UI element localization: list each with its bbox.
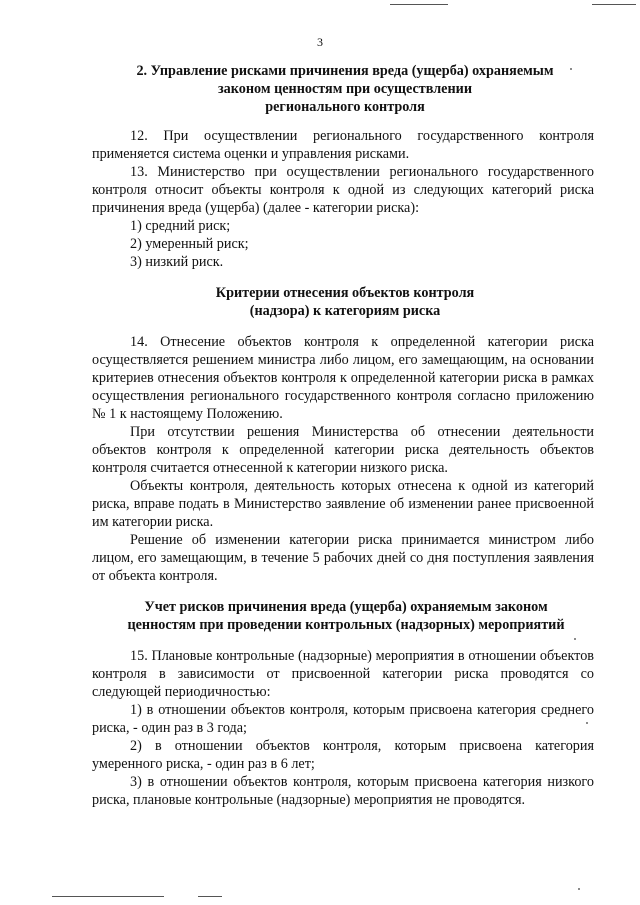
list-item: 2) умеренный риск;: [130, 236, 249, 252]
heading-line: ценностям при проведении контрольных (надзорных) мероприятий: [127, 617, 565, 633]
heading-line: регионального контроля: [265, 99, 425, 115]
scan-speck: [574, 638, 576, 640]
scan-speck: [586, 722, 588, 724]
paragraph: 13. Министерство при осуществлении регионального государственного контроля относит объекты контроля к одной из следующих категорий риска причинения вреда (ущерба) (далее - категории риска):: [92, 164, 594, 216]
heading-line: (надзора) к категориям риска: [249, 303, 441, 319]
subsection-heading: [110, 284, 580, 320]
scan-speck: [570, 68, 572, 70]
list-item: 1) средний риск;: [130, 218, 231, 234]
list-item: 1) в отношении объектов контроля, которым присвоена категория среднего риска, - один раз в 3 года;: [92, 702, 594, 736]
paragraph: Решение об изменении категории риска принимается министром либо лицом, его замещающим, в течение 5 рабочих дней со дня поступления заявления от объекта контроля.: [92, 532, 594, 584]
subsection-body: [92, 647, 594, 809]
scan-artifact-line: [592, 4, 636, 5]
paragraph: 14. Отнесение объектов контроля к определенной категории риска осуществляется решением министра либо лицом, его замещающим, на основании критериев отнесения объектов контроля к определенной категории риска в рамках осуществления регионального государственного контроля согласно приложению № 1 к настоящему Положению.: [92, 334, 594, 422]
paragraph: Объекты контроля, деятельность которых отнесена к одной из категорий риска, вправе подать в Министерство заявление об изменении ранее присвоенной им категории риска.: [92, 478, 594, 530]
paragraph: 12. При осуществлении регионального государственного контроля применяется система оценки и управления рисками.: [92, 128, 594, 162]
heading-line: Критерии отнесения объектов контроля: [215, 285, 475, 301]
list-item: 3) в отношении объектов контроля, которым присвоена категория низкого риска, плановые контрольные (надзорные) мероприятия не проводятся.: [92, 774, 594, 808]
heading-line: 2. Управление рисками причинения вреда (ущерба) охраняемым: [136, 63, 554, 79]
scan-artifact-line: [52, 896, 164, 897]
list-item: 2) в отношении объектов контроля, которым присвоена категория умеренного риска, - один раз в 6 лет;: [92, 738, 594, 772]
scan-artifact-line: [198, 896, 222, 897]
section-body: [92, 127, 594, 271]
list-item: 3) низкий риск.: [130, 254, 224, 270]
subsection-body: [92, 333, 594, 585]
subsection-heading: [96, 598, 596, 634]
paragraph: При отсутствии решения Министерства об отнесении деятельности объектов контроля к определенной категории риска деятельность объектов контроля считается отнесенной к категории низкого риска.: [92, 424, 594, 476]
heading-line: законом ценностям при осуществлении: [217, 81, 473, 97]
scan-artifact-line: [390, 4, 448, 5]
scan-speck: [578, 888, 580, 890]
section-heading: [110, 62, 580, 116]
paragraph: 15. Плановые контрольные (надзорные) мероприятия в отношении объектов контроля в зависимости от присвоенной категории риска проводятся со следующей периодичностью:: [92, 648, 594, 700]
page-number: 3: [317, 35, 323, 49]
heading-line: Учет рисков причинения вреда (ущерба) охраняемым законом: [144, 599, 548, 615]
